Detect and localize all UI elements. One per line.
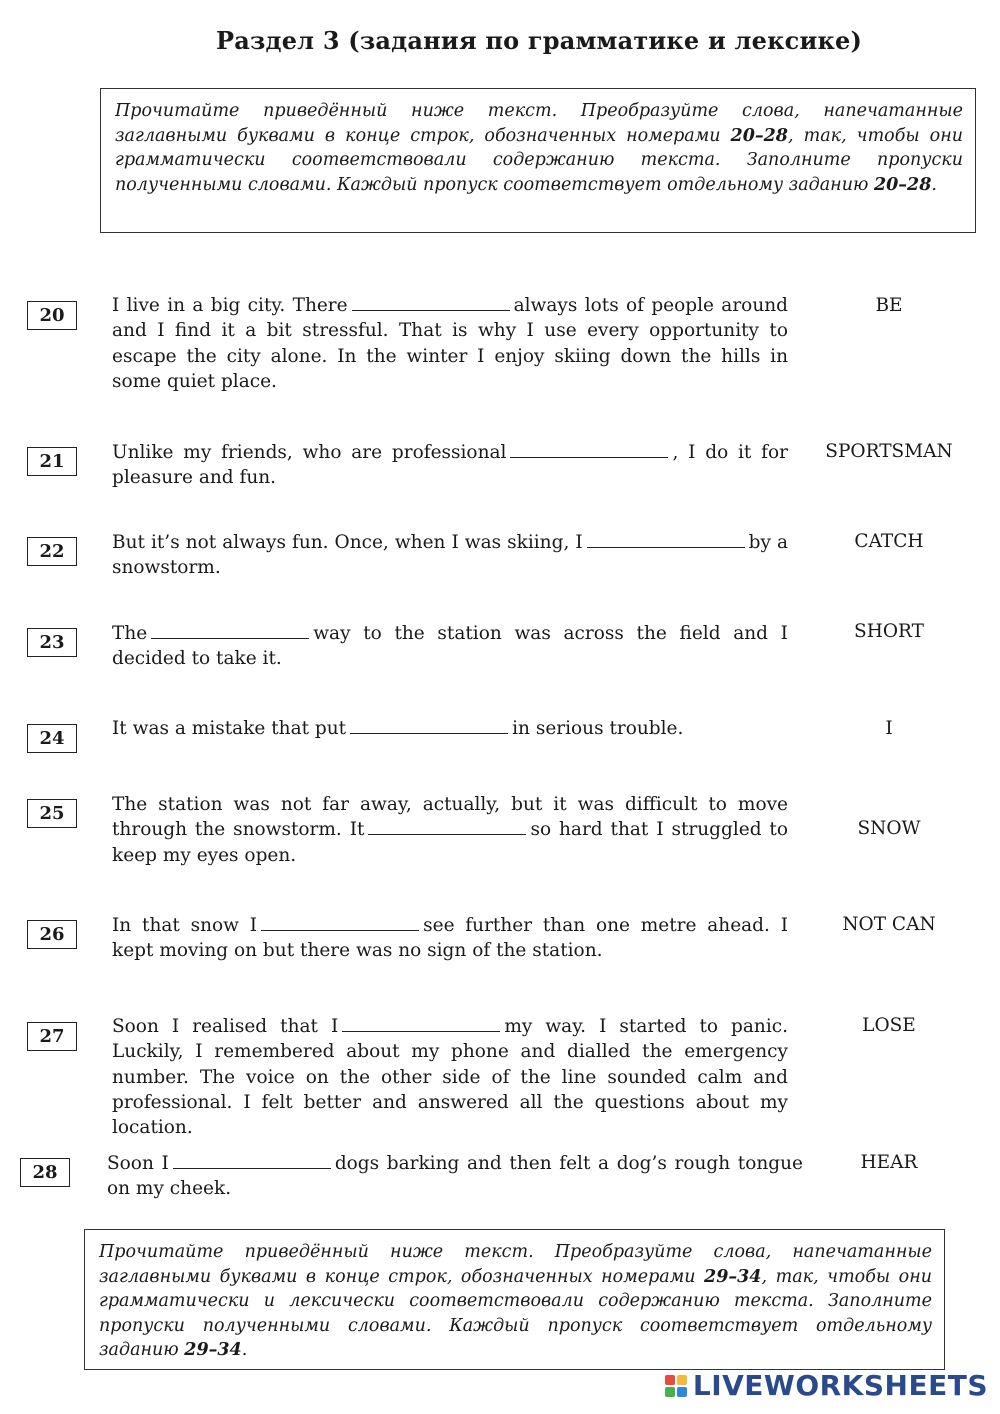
sentence-text: way to the station was across the field and I decided to take it.	[112, 623, 788, 670]
sentence-text: I live in a big city. There	[112, 295, 348, 316]
task-number: 28	[20, 1158, 70, 1187]
sentence-text: always lots of people around and I find it a bit stressful. That is why I use every opportunity to escape the city alone. In the winter I enjoy skiing down the hills in some quiet place.	[112, 295, 788, 392]
sentence-text: Soon I	[107, 1153, 169, 1174]
task-sentence	[112, 530, 788, 581]
sentence-text: , I do it for pleasure and fun.	[112, 442, 788, 489]
logo-square	[677, 1387, 687, 1397]
answer-blank[interactable]	[368, 820, 526, 835]
answer-blank[interactable]	[352, 296, 510, 311]
task-number: 23	[27, 628, 77, 657]
logo-square	[665, 1387, 675, 1397]
section-title: Раздел 3 (задания по грамматике и лексике)	[215, 26, 863, 55]
answer-blank[interactable]	[350, 719, 508, 734]
sentence-text: Unlike my friends, who are professional	[112, 442, 507, 463]
task-keyword: SPORTSMAN	[825, 441, 953, 462]
instructions-range: 29–34	[184, 1340, 242, 1360]
liveworksheets-logo[interactable]	[665, 1369, 988, 1402]
instructions-text: .	[241, 1340, 248, 1360]
task-sentence	[112, 621, 788, 672]
task-sentence	[112, 440, 788, 491]
task-keyword: SNOW	[857, 818, 921, 839]
answer-blank[interactable]	[510, 443, 668, 458]
task-number: 24	[27, 724, 77, 753]
instructions-text: Прочитайте приведённый ниже текст. Преобразуйте слова, напечатанные заглавными буквами в конце строк, обозначенных номерами	[99, 1242, 932, 1287]
task-number: 26	[27, 920, 77, 949]
instructions-text: , так, чтобы они грамматически и лексически соответствовали содержанию текста. Заполните пропуски полученными словами. Каждый пропуск соответствует отдельному заданию	[99, 1266, 933, 1360]
task-sentence	[112, 792, 788, 868]
answer-blank[interactable]	[151, 624, 309, 639]
logo-square	[665, 1375, 675, 1385]
task-number: 27	[27, 1022, 77, 1051]
sentence-text: dogs barking and then felt a dog’s rough tongue on my cheek.	[107, 1153, 803, 1200]
task-keyword: HEAR	[860, 1152, 918, 1173]
task-keyword: I	[885, 718, 893, 739]
instructions-text: Прочитайте приведённый ниже текст. Преобразуйте слова, напечатанные заглавными буквами в конце строк, обозначенных номерами	[115, 101, 963, 146]
logo-text: LIVEWORKSHEETS	[692, 1369, 988, 1402]
sentence-text: But it’s not always fun. Once, when I was skiing, I	[112, 532, 583, 553]
sentence-text: see further than one metre ahead. I kept moving on but there was no sign of the station.	[112, 915, 788, 962]
sentence-text: in serious trouble.	[512, 718, 684, 739]
answer-blank[interactable]	[587, 533, 745, 548]
task-keyword: SHORT	[854, 621, 924, 642]
sentence-text: The station was not far away, actually, but it was difficult to move through the snowstorm. It	[112, 794, 788, 841]
instructions-range: 29–34	[704, 1266, 762, 1287]
task-sentence	[107, 1151, 803, 1202]
task-keyword: CATCH	[854, 531, 924, 552]
sentence-text: Soon I realised that I	[112, 1016, 339, 1037]
task-keyword: BE	[875, 295, 903, 316]
logo-square	[677, 1375, 687, 1385]
task-sentence	[112, 913, 788, 964]
task-number: 25	[27, 799, 77, 828]
instructions-text: , так, чтобы они грамматически соответствовали содержанию текста. Заполните пропуски полученными словами. Каждый пропуск соответствует отдельному заданию	[115, 125, 964, 195]
task-number: 22	[27, 537, 77, 566]
answer-blank[interactable]	[261, 916, 419, 931]
answer-blank[interactable]	[342, 1017, 500, 1032]
task-sentence	[112, 293, 788, 394]
sentence-text: It was a mistake that put	[112, 718, 347, 739]
task-keyword: NOT CAN	[842, 914, 936, 935]
sentence-text: The	[112, 623, 148, 644]
task-number: 21	[27, 447, 77, 476]
instructions-range: 20–28	[730, 125, 788, 146]
sentence-text: my way. I started to panic. Luckily, I remembered about my phone and dialled the emergency number. The voice on the other side of the line sounded calm and professional. I felt better and answered all the questions about my location.	[112, 1016, 788, 1139]
task-keyword: LOSE	[862, 1015, 916, 1036]
task-sentence	[112, 716, 788, 741]
sentence-text: by a snowstorm.	[112, 532, 788, 579]
instructions-text: .	[931, 174, 937, 195]
instructions-range: 20–28	[873, 174, 932, 195]
logo-mark-icon	[665, 1375, 687, 1397]
sentence-text: In that snow I	[112, 915, 258, 936]
sentence-text: so hard that I struggled to keep my eyes open.	[112, 819, 789, 866]
task-sentence	[112, 1014, 788, 1140]
task-number: 20	[27, 301, 77, 330]
instructions-box-next	[84, 1229, 945, 1370]
instructions-box	[100, 88, 976, 233]
answer-blank[interactable]	[173, 1154, 331, 1169]
